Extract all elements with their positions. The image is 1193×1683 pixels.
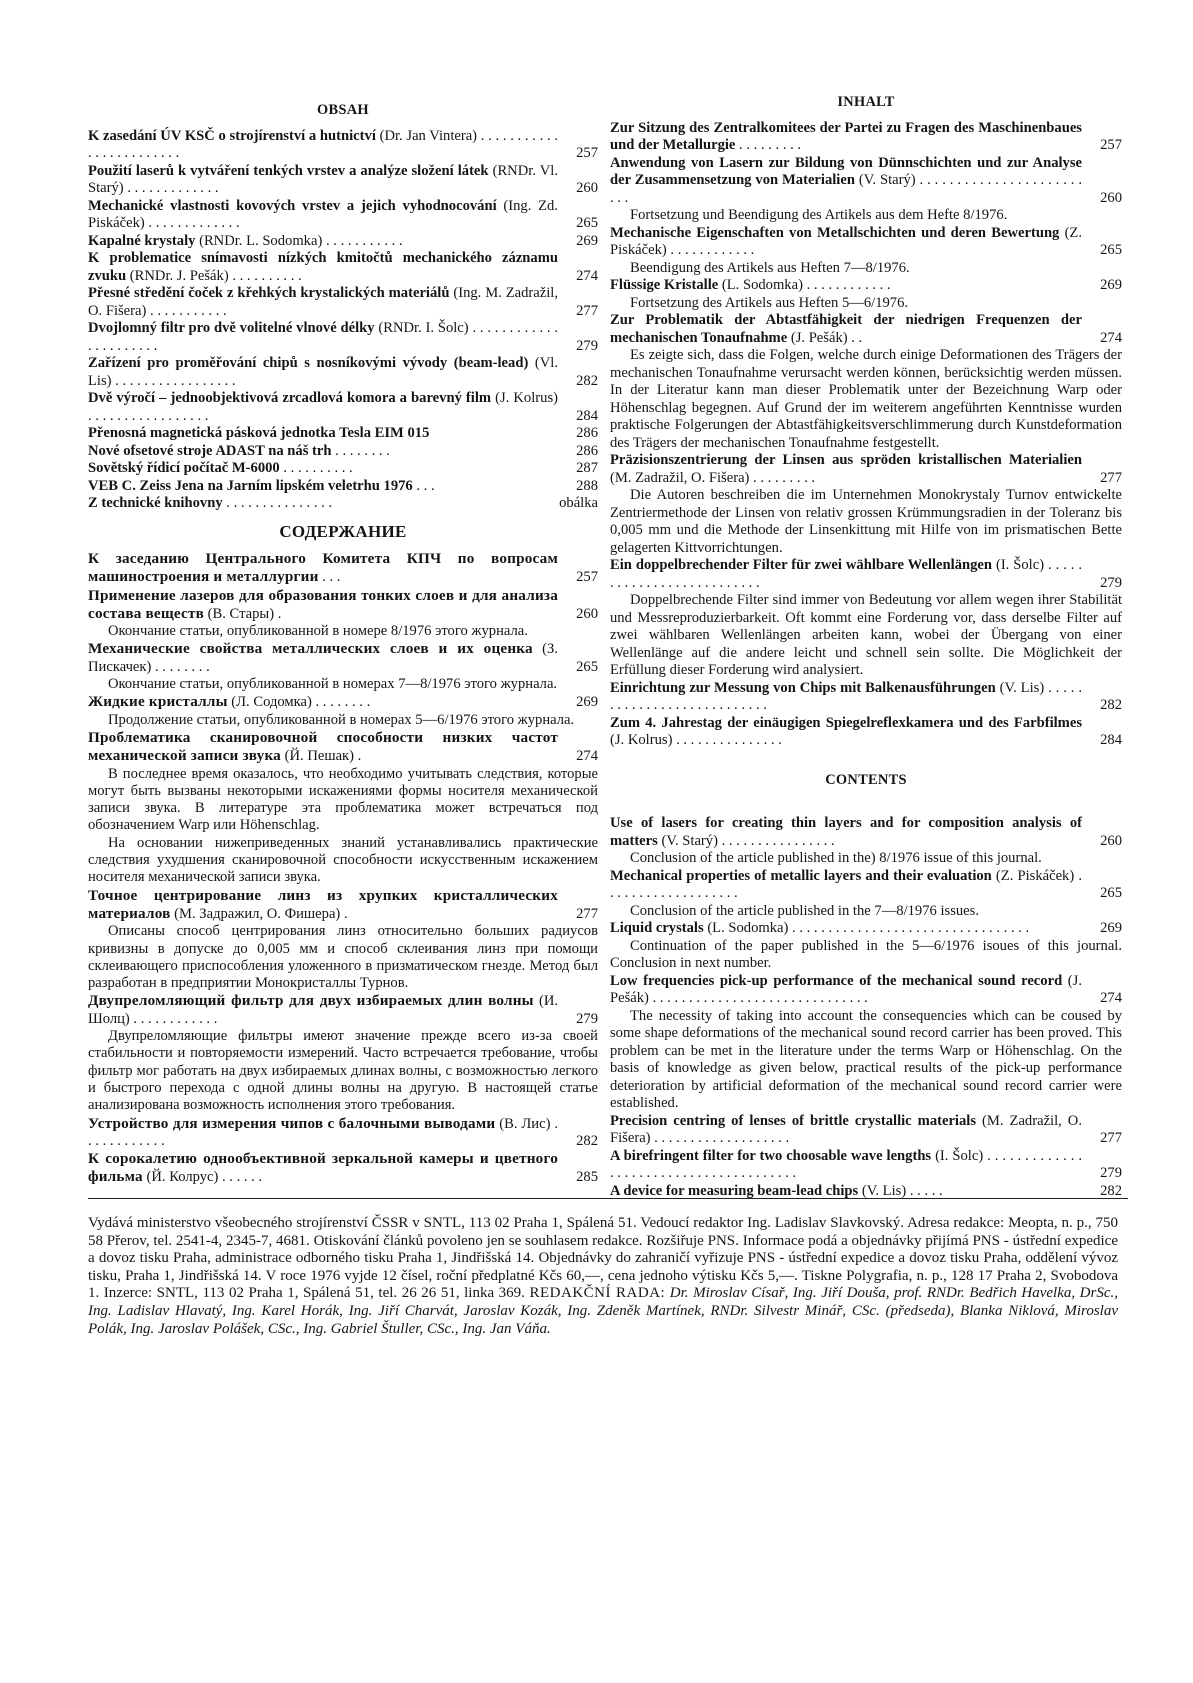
entry-page-number: 279	[1100, 574, 1122, 591]
leader-dots: .	[274, 605, 282, 622]
leader-dots: . . . . . . . .	[311, 694, 371, 711]
entry-abstract: Двупреломляющие фильтры имеют значение прежде всего из-за своей стабильности и повторяемости измерений. Часто встречается требование, чтобы фильтр мог работать на двух избираемых длинах волны, с возможностью легкого и быстрого перехода с одной длины волны на другую. В настоящей статье анализирована возможность исполнения этого требования.	[88, 1028, 598, 1114]
entry-page-number: 282	[576, 372, 598, 389]
toc-entry	[610, 557, 1122, 592]
toc-entry	[610, 312, 1122, 347]
toc-entry	[88, 285, 598, 320]
entry-abstract: Окончание статьи, опубликованной в номере 8/1976 этого журнала.	[108, 623, 528, 640]
leader-dots: . . . . . . . .	[151, 658, 210, 675]
toc-entry	[610, 868, 1122, 903]
entry-title: Použití laserů k vytváření tenkých vrstev a analýze složení látek	[88, 162, 489, 179]
entry-title: Sovětský řídicí počítač M-6000	[88, 460, 280, 476]
entry-title: Nové ofsetové stroje ADAST na náš trh	[88, 442, 332, 459]
entry-page-number: 260	[1100, 189, 1122, 206]
entry-title: Přenosná magnetická pásková jednotka Tesla EIM 015	[88, 425, 430, 441]
leader-dots: . . . . . . . . . .	[279, 460, 353, 476]
entry-title: K zasedání ÚV KSČ o strojírenství a hutnictví	[88, 127, 376, 144]
entry-title: Präzisionszentrierung der Linsen aus spröden kristallischen Materialien	[610, 452, 1082, 468]
entry-authors: (J. Pešák)	[610, 972, 1082, 1006]
entry-title: Dvojlomný filtr pro dvě volitelné vlnové délky	[88, 320, 375, 336]
entry-authors: (RNDr. Vl. Starý)	[88, 162, 559, 196]
entry-title: Use of lasers for creating thin layers and for composition analysis of matters	[610, 815, 1082, 849]
leader-dots: . . . . . .	[218, 1169, 263, 1186]
entry-abstract: Fortsetzung des Artikels aus Heften 5—6/1976.	[630, 294, 909, 311]
toc-entry	[88, 250, 598, 285]
leader-dots: . . . . .	[906, 1182, 943, 1199]
toc-entry	[610, 155, 1122, 208]
toc-entry	[610, 277, 1122, 295]
entry-page-number: 269	[1100, 277, 1122, 293]
leader-dots: . . . . . . . . . . . .	[129, 1010, 218, 1027]
toc-entry	[88, 355, 598, 390]
leader-dots: . . . . . . . . . . . .	[88, 1115, 558, 1149]
entry-authors: (RNDr. J. Pešák)	[126, 267, 229, 284]
leader-dots: . . . . . . . . . . . . . . . . .	[88, 407, 209, 424]
leader-dots: . . . . . . . . . . . . . . . . . . . . . . . . . . .	[610, 679, 1082, 713]
entry-page-number: 277	[1100, 1130, 1122, 1146]
entry-title: Mechanical properties of metallic layers and their evaluation	[610, 867, 992, 884]
leader-dots: . . . . . . . . . . . .	[666, 242, 755, 258]
toc-entry	[88, 495, 598, 513]
entry-authors: (Й. Колрус)	[142, 1169, 219, 1186]
entry-title: A birefringent filter for two choosable wave lengths	[610, 1147, 932, 1164]
entry-abstract: Описаны способ центрирования линз относительно больших радиусов кривизны в допуске до 0,005 мм и способ склеивания линз при помощи склеивающего приспособления уложенного в призматическом гнезде. Метод был разработан в предприятии Монокристаллы Турнов.	[88, 923, 598, 992]
leader-dots: . . . . . . . . . . . . . . . . . . . . . . . . . .	[610, 557, 1083, 591]
toc-entry	[88, 390, 598, 425]
entry-title: Проблематика сканировочной способности низких частот механической записи звука	[88, 728, 558, 765]
entry-page-number: 269	[1100, 920, 1122, 936]
entry-authors: (I. Šolc)	[992, 557, 1045, 573]
entry-page-number: 260	[1100, 832, 1122, 849]
toc-entry	[88, 992, 598, 1028]
entry-abstract: Продолжение статьи, опубликованной в номерах 5—6/1976 этого журнала.	[108, 711, 575, 728]
entry-page-number: 265	[576, 658, 598, 675]
toc-entry	[88, 478, 598, 496]
entry-page-number: 279	[576, 1010, 598, 1027]
toc-entry	[88, 443, 598, 461]
toc-entry	[88, 640, 598, 676]
entry-authors: (И. Шолц)	[88, 993, 559, 1027]
entry-abstract: Es zeigte sich, dass die Folgen, welche durch einige Deformationen des Trägers der mechanischen Tonaufnahme verursacht werden können, berücksichtig werden müssen. In der Literatur kann man dieser Problematik unter der Bezeichnung Warp oder Höhenschlag begegnen. Auf Grund der im weiterem angeführten Kenntnisse wurden praktische Folgerungen der Abtastfähigkeitsverschlimmerung durch Kunstdeformation des Trägers der mechanischen Tonaufnahme festgestellt.	[610, 347, 1122, 451]
entry-page-number: 277	[576, 302, 598, 319]
toc-entry	[610, 815, 1122, 850]
entry-page-number: 285	[576, 1169, 598, 1186]
entry-page-number: 286	[576, 425, 598, 441]
leader-dots: . . . . . . . . . . . .	[802, 277, 891, 293]
entry-authors: (L. Sodomka)	[703, 920, 789, 936]
obsah-heading: OBSAH	[317, 102, 369, 118]
entry-abstract: Die Autoren beschreiben die im Unternehmen Monokrystaly Turnov entwickelte Zentriermethode der Linsen von relativ grossen Krümmungsradien in der Toleranz bis 0,005 mm und die Methode der Linsenkittung mit Hilfe von im prismatischen Bette gelagerten Kittvorrichtungen.	[610, 487, 1122, 556]
entry-page-number: 282	[1100, 1182, 1122, 1199]
left-column	[88, 102, 598, 1187]
entry-title: Mechanische Eigenschaften von Metallschichten und deren Bewertung	[610, 224, 1060, 241]
toc-entry	[610, 973, 1122, 1008]
entry-title: VEB C. Zeiss Jena na Jarním lipském veletrhu 1976	[88, 477, 413, 494]
entry-authors: (З. Пискачек)	[88, 641, 558, 675]
entry-abstract: Continuation of the paper published in the 5—6/1976 isoues of this journal. Conclusion in next number.	[610, 937, 1122, 971]
entry-page-number: 277	[576, 905, 598, 922]
leader-dots: . . .	[412, 477, 435, 494]
entry-title: Precision centring of lenses of brittle crystallic materials	[610, 1112, 977, 1129]
entry-page-number: 257	[576, 145, 598, 161]
entry-title: Применение лазеров для образования тонких слоев и для анализа состава веществ	[88, 586, 558, 622]
leader-dots: . . . . . . . . . . . . . . . . . . . . . . . . .	[610, 172, 1083, 206]
toc-entry	[610, 1148, 1122, 1183]
entry-page-number: 284	[576, 407, 598, 424]
contents-list	[610, 815, 1122, 1200]
leader-dots: . . .	[318, 569, 341, 586]
entry-page-number: 274	[576, 748, 598, 765]
entry-page-number: 282	[576, 1132, 598, 1149]
contents-heading: CONTENTS	[825, 771, 907, 788]
entry-authors: (Ing. M. Zadražil, O. Fišera)	[88, 285, 559, 319]
leader-dots: . . . . . . . . . .	[228, 267, 302, 284]
toc-entry	[88, 320, 598, 355]
inhalt-heading: INHALT	[837, 94, 895, 110]
entry-authors: (V. Lis)	[858, 1182, 907, 1199]
toc-entry	[88, 425, 598, 443]
entry-abstract: Окончание статьи, опубликованной в номерах 7—8/1976 этого журнала.	[108, 676, 558, 693]
entry-authors: (RNDr. L. Sodomka)	[195, 232, 323, 249]
entry-title: Z technické knihovny	[88, 495, 223, 511]
toc-entry	[610, 120, 1122, 155]
entry-title: K problematice snímavosti nízkých kmitočtů mechanického záznamu zvuku	[88, 250, 558, 284]
entry-title: К сорокалетию однообъективной зеркальной камеры и цветного фильма	[88, 1150, 558, 1186]
imprint-divider	[88, 1198, 1128, 1199]
entry-title: Механические свойства металлических слоев и их оценка	[88, 640, 533, 658]
toc-entry	[610, 680, 1122, 715]
entry-page-number: 274	[576, 267, 598, 284]
entry-authors: (M. Zadražil, O. Fišera)	[610, 1112, 1082, 1146]
entry-authors: (Й. Пешак)	[280, 748, 355, 765]
entry-abstract: The necessity of taking into account the consequencies which can be coused by some shape deformations of the mechanical sound record carrier has been proved. This problem can be met in the literature under the terms Warp or Höhenschlag. On the basis of knowledge as given below, practical results of the pick-up performance deterioration by artificial deformation of the mechanical sound record carrier were established.	[610, 1007, 1122, 1111]
entry-authors: (V. Starý)	[657, 832, 718, 849]
leader-dots: . . . . . . . . . . . . . . . . . . .	[650, 1130, 790, 1146]
entry-title: Двупреломляющий фильтр для двух избираемых длин волны	[88, 992, 534, 1010]
entry-page-number: 269	[576, 232, 598, 249]
toc-entry	[88, 550, 598, 587]
entry-title: Liquid crystals	[610, 920, 704, 936]
leader-dots: . . . . . . . . .	[749, 469, 816, 486]
entry-authors: (Vl. Lis)	[88, 355, 558, 389]
entry-title: Anwendung von Lasern zur Bildung von Dünnschichten und zur Analyse der Zusammensetzung von Materialien	[610, 154, 1082, 188]
entry-title: Ein doppelbrechender Filter für zwei wählbare Wellenlängen	[610, 557, 993, 573]
toc-entry	[88, 693, 598, 711]
entry-title: К заседанию Центрального Комитета КПЧ по вопросам машиностроения и металлургии	[88, 550, 558, 586]
entry-authors: (Dr. Jan Vintera)	[375, 127, 478, 144]
entry-authors: (В. Стары)	[204, 605, 275, 622]
toc-entry	[88, 587, 598, 624]
entry-authors: (I. Šolc)	[931, 1147, 984, 1164]
entry-title: Einrichtung zur Messung von Chips mit Balkenausführungen	[610, 679, 996, 696]
toc-entry	[88, 128, 598, 163]
entry-abstract: Fortsetzung und Beendigung des Artikels aus dem Hefte 8/1976.	[630, 207, 1008, 223]
entry-authors: (М. Задражил, О. Фишера)	[170, 905, 341, 922]
entry-title: Zur Sitzung des Zentralkomitees der Partei zu Fragen des Maschinenbaues und der Metallurgie	[610, 119, 1082, 153]
entry-title: Flüssige Kristalle	[610, 277, 719, 293]
leader-dots: . . . . . . . . . . .	[146, 302, 227, 319]
entry-page-number: 265	[576, 215, 598, 231]
entry-authors: (V. Lis)	[995, 679, 1045, 696]
entry-authors: (J. Kolrus)	[610, 732, 673, 748]
toc-entry	[610, 225, 1122, 260]
editorial-board-label: REDAKČNÍ RADA:	[529, 1285, 666, 1302]
soderzhanie-heading: СОДЕРЖАНИЕ	[279, 521, 407, 541]
leader-dots: . . . . . . . .	[331, 442, 390, 459]
entry-abstract: Doppelbrechende Filter sind immer von Bedeutung vor allem wegen ihrer Stabilität und Messreproduzierbarkeit. Oft kommt eine Forderung vor, dass derselbe Filter auf zwei wählbaren Wellenlängen arbeiten kann, wobei der Übergang von einer Wellenlänge auf die andere leicht und schnell sein sollte. Die Möglichkeit der Erfüllung dieser Forderung wird analysiert.	[610, 592, 1122, 678]
entry-page-number: 287	[576, 460, 598, 476]
entry-page-number: 269	[576, 694, 598, 711]
entry-page-number: 286	[576, 442, 598, 459]
entry-authors: (Z. Piskáček)	[610, 224, 1082, 258]
entry-title: Точное центрирование линз из хрупких кристаллических материалов	[88, 886, 558, 922]
entry-title: Устройство для измерения чипов с балочными выводами	[88, 1114, 496, 1132]
entry-page-number: 279	[1100, 1165, 1122, 1181]
entry-abstract: Conclusion of the article published in the) 8/1976 issue of this journal.	[630, 850, 1042, 866]
toc-entry	[88, 887, 598, 924]
leader-dots: . . . . . . . . . . . . . . . .	[717, 832, 835, 849]
leader-dots: .	[354, 748, 362, 765]
entry-authors: (Z. Piskáček)	[991, 867, 1075, 884]
leader-dots: . . . . . . . . . . . . .	[123, 180, 219, 196]
entry-authors: (RNDr. I. Šolc)	[374, 320, 469, 336]
entry-abstract: В последнее время оказалось, что необходимо учитывать следствия, которые могут быть вызваны некоторыми искажениями формы носителя механической записи звука. В литературе эта проблематика может встречаться под обозначением Warp или Höhenschlag.	[88, 765, 598, 834]
obsah-list	[88, 128, 598, 513]
entry-title: Жидкие кристаллы	[88, 693, 228, 711]
imprint	[88, 1215, 1118, 1338]
toc-entry	[88, 233, 598, 251]
entry-page-number: obálka	[559, 495, 598, 511]
entry-page-number: 265	[1100, 242, 1122, 258]
entry-page-number: 279	[576, 337, 598, 354]
entry-authors: (L. Sodomka)	[718, 277, 803, 293]
leader-dots: . .	[847, 329, 863, 346]
entry-title: Zum 4. Jahrestag der einäugigen Spiegelreflexkamera und des Farbfilmes	[610, 714, 1082, 731]
leader-dots: . . . . . . . . . . . . . . . . .	[111, 372, 236, 389]
entry-title: Dvě výročí – jednoobjektivová zrcadlová komora a barevný film	[88, 390, 492, 406]
leader-dots: . . . . . . . . .	[735, 137, 802, 153]
right-column	[610, 94, 1122, 1200]
entry-authors: (В. Лис)	[495, 1115, 551, 1132]
entry-authors: (V. Starý)	[854, 172, 916, 188]
entry-title: Zařízení pro proměřování chipů s nosníkovými vývody (beam-lead)	[88, 355, 529, 371]
leader-dots: . . . . . . . . . . . . . . . . . . . . . . . .	[88, 127, 558, 161]
toc-entry	[610, 1113, 1122, 1148]
toc-entry	[88, 1150, 598, 1187]
entry-title: Mechanické vlastnosti kovových vrstev a jejich vyhodnocování	[88, 197, 497, 214]
leader-dots: . . . . . . . . . . . . . . .	[222, 495, 333, 511]
imprint-text: Vydává ministerstvo všeobecného strojírenství ČSSR v SNTL, 113 02 Praha 1, Spálená 51. Vedoucí redaktor Ing. Ladislav Slavkovský. Adresa redakce: Meopta, n. p., 750 58 Přerov, tel. 2541-4, 2345-7, 4681. Otiskování článků povoleno jen se souhlasem redakce. Rozšiřuje PNS. Informace podá a objednávky přijímá PNS - ústřední expedice a dovoz tisku Praha, administrace odborného tisku Praha 1, Jindřišská 14. Objednávky do zahraničí vyřizuje PNS - ústřední expedice a dovoz tisku Praha, oddělení vývoz tisku, Praha 1, Jindřišská 14. V roce 1976 vyjde 12 čísel, roční předplatné Kčs 60,—, cena jednoho výtisku Kčs 5,—. Tiskne Polygrafia, n. p., 128 17 Praha 2, Svobodova 1. Inzerce: SNTL, 113 02 Praha 1, Spálená 51, tel. 26 26 51, linka 369.	[88, 1215, 1118, 1302]
toc-entry	[610, 920, 1122, 938]
entry-authors: (J. Kolrus)	[491, 390, 558, 406]
entry-title: A device for measuring beam-lead chips	[610, 1182, 859, 1199]
leader-dots: . . . . . . . . . . . . . . . . . . . . . . . . . . . . . . . . .	[788, 920, 1030, 936]
entry-title: Přesné středění čoček z křehkých krystalických materiálů	[88, 285, 450, 301]
toc-entry	[88, 163, 598, 198]
leader-dots: . . . . . . . . . . . . . . . . . . . . . .	[88, 320, 559, 354]
editorial-board-names: Dr. Miroslav Císař, Ing. Jiří Douša, prof. RNDr. Bedřich Havelka, DrSc., Ing. Ladislav Hlavatý, Ing. Karel Horák, Ing. Jiří Charvát, Jaroslav Kozák, Ing. Zdeněk Martínek, RNDr. Silvestr Minář, CSc. (předseda), Blanka Niklová, Miroslav Polák, Ing. Jaroslav Polášek, CSc., Ing. Gabriel Štuller, CSc., Ing. Jan Váňa.	[88, 1285, 1118, 1337]
soderzhanie-list	[88, 550, 598, 1187]
entry-title: Zur Problematik der Abtastfähigkeit der niedrigen Frequenzen der mechanischen Tonaufnahme	[610, 312, 1082, 346]
entry-page-number: 265	[1100, 885, 1122, 901]
toc-entry	[88, 1115, 598, 1151]
entry-page-number: 257	[576, 569, 598, 586]
leader-dots: . . . . . . . . . . . . . . .	[672, 732, 782, 748]
entry-page-number: 260	[576, 605, 598, 622]
leader-dots: . . . . . . . . . . . . . . . . . . . . . . . . . . . . . .	[648, 990, 868, 1006]
entry-page-number: 282	[1100, 697, 1122, 713]
entry-title: Low frequencies pick-up performance of the mechanical sound record	[610, 972, 1063, 989]
toc-entry	[88, 460, 598, 478]
inhalt-list	[610, 120, 1122, 750]
entry-authors: (M. Zadražil, O. Fišera)	[610, 469, 750, 486]
toc-entry	[88, 729, 598, 766]
leader-dots: .	[340, 905, 348, 922]
entry-page-number: 288	[576, 477, 598, 494]
entry-page-number: 257	[1100, 137, 1122, 153]
toc-entry	[610, 452, 1122, 487]
entry-page-number: 260	[576, 180, 598, 196]
entry-page-number: 274	[1100, 329, 1122, 346]
toc-entry	[610, 715, 1122, 750]
entry-authors: (J. Pešák)	[787, 329, 848, 346]
entry-page-number: 274	[1100, 990, 1122, 1006]
entry-title: Kapalné krystaly	[88, 232, 196, 249]
entry-authors: (Л. Содомка)	[227, 694, 312, 711]
leader-dots: . . . . . . . . . . . . . . . . . . . . . . . . . . . . . . . . . . . . . . .	[610, 1147, 1082, 1181]
entry-abstract: На основании нижеприведенных знаний устанавливались практические следствия ухудшения сканировочной способности искусственным искажением носителя механической записи звука.	[88, 834, 598, 886]
entry-authors: (Ing. Zd. Piskáček)	[88, 197, 558, 231]
entry-page-number: 284	[1100, 732, 1122, 748]
entry-page-number: 277	[1100, 469, 1122, 486]
leader-dots: . . . . . . . . . . . . . . . . . . .	[610, 867, 1082, 901]
entry-abstract: Conclusion of the article published in the 7—8/1976 issues.	[630, 902, 979, 919]
entry-abstract: Beendigung des Artikels aus Heften 7—8/1976.	[630, 259, 910, 276]
toc-entry	[88, 198, 598, 233]
leader-dots: . . . . . . . . . . .	[322, 232, 403, 249]
leader-dots: . . . . . . . . . . . . .	[144, 215, 240, 231]
